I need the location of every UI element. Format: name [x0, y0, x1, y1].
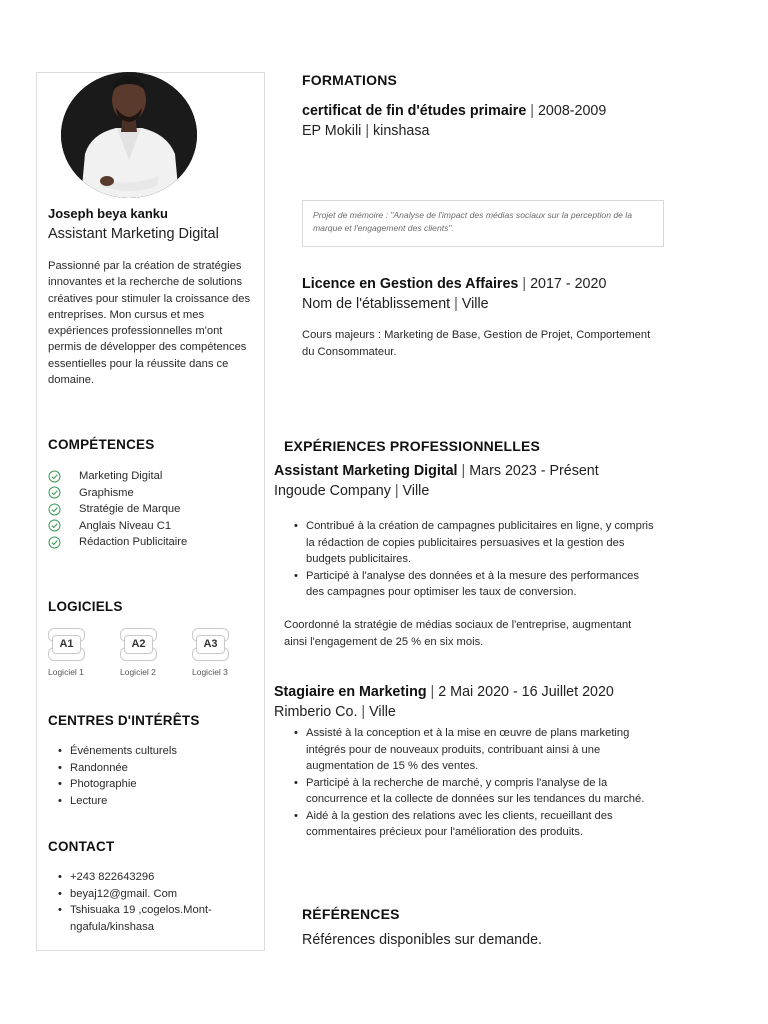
- job-2-bullet: • Participé à la recherche de marché, y compris l'analyse de la concurrence et la collecte de données sur les tendances du marché.: [294, 775, 654, 808]
- software-item: [48, 628, 120, 677]
- job-1-bullet: • Participé à l'analyse des données et à la mesure des performances des campagnes pour optimiser les taux de conversion.: [294, 568, 654, 601]
- profile-photo-illustration: [61, 72, 197, 198]
- references-text: Références disponibles sur demande.: [302, 932, 543, 948]
- skill-label: Rédaction Publicitaire: [79, 536, 188, 549]
- check-circle-icon: [48, 503, 61, 516]
- education-2-header: Licence en Gestion des Affaires | 2017 - 2020: [302, 276, 607, 292]
- software-item: [120, 628, 192, 677]
- skill-label: Stratégie de Marque: [79, 503, 181, 516]
- job-2-city: Ville: [369, 704, 396, 720]
- interest-item: • Lecture: [58, 793, 177, 810]
- candidate-role: Assistant Marketing Digital: [48, 226, 219, 242]
- contact-phone: • +243 822643296: [58, 869, 253, 886]
- job-2-bullet: • Aidé à la gestion des relations avec les clients, recueillant des commentaires précieux pour l'amélioration des produits.: [294, 808, 654, 841]
- job-2-header: Stagiaire en Marketing | 2 Mai 2020 - 16 Juillet 2020: [274, 684, 614, 700]
- skill-item: [48, 468, 187, 485]
- education-2-period: 2017 - 2020: [530, 276, 607, 292]
- check-circle-icon: [48, 470, 61, 483]
- education-1-school: EP Mokili: [302, 123, 362, 139]
- education-1-city: kinshasa: [373, 123, 430, 139]
- check-circle-icon: [48, 486, 61, 499]
- job-1-city: Ville: [402, 483, 430, 499]
- job-1-bullet: • Contribué à la création de campagnes publicitaires en ligne, y compris la rédaction de copies publicitaires persuasives et la gestion des budgets publicitaires.: [294, 518, 654, 568]
- software-label: Logiciel 1: [48, 667, 84, 677]
- software-heading: LOGICIELS: [48, 599, 123, 614]
- skill-item: [48, 501, 187, 518]
- education-2-school: Nom de l'établissement: [302, 296, 451, 312]
- interests-list: [58, 743, 177, 809]
- experience-heading: EXPÉRIENCES PROFESSIONNELLES: [284, 438, 541, 454]
- software-item: [192, 628, 264, 677]
- interest-item: • Photographie: [58, 776, 177, 793]
- skill-label: Anglais Niveau C1: [79, 519, 172, 532]
- interests-heading: CENTRES D'INTÉRÊTS: [48, 713, 200, 728]
- check-circle-icon: [48, 536, 61, 549]
- job-2-period: 2 Mai 2020 - 16 Juillet 2020: [438, 684, 614, 700]
- contact-list: [58, 869, 253, 935]
- job-2-title: Stagiaire en Marketing: [274, 684, 427, 700]
- software-badge: [48, 628, 85, 661]
- job-1-company: Ingoude Company: [274, 483, 391, 499]
- interest-item: • Événements culturels: [58, 743, 177, 760]
- software-list: [48, 628, 264, 677]
- skill-label: Graphisme: [79, 486, 134, 499]
- education-2-city: Ville: [461, 296, 489, 312]
- education-2-degree: Licence en Gestion des Affaires: [302, 276, 519, 292]
- skill-item: [48, 485, 187, 502]
- skills-list: [48, 468, 187, 551]
- software-badge: [192, 628, 229, 661]
- skills-heading: COMPÉTENCES: [48, 437, 155, 452]
- references-heading: RÉFÉRENCES: [302, 906, 400, 922]
- education-1-school-line: EP Mokili | kinshasa: [302, 123, 430, 139]
- education-2-courses: Cours majeurs : Marketing de Base, Gestion de Projet, Comportement du Consommateur.: [302, 329, 651, 358]
- job-2-bullets: [294, 725, 654, 841]
- contact-heading: CONTACT: [48, 839, 115, 854]
- check-circle-icon: [48, 519, 61, 532]
- contact-email[interactable]: • beyaj12@gmail. Com: [58, 886, 253, 903]
- job-2-company: Rimberio Co.: [274, 704, 358, 720]
- job-2-company-line: Rimberio Co. | Ville: [274, 704, 396, 720]
- education-1-degree: certificat de fin d'études primaire: [302, 103, 527, 119]
- education-heading: FORMATIONS: [302, 72, 398, 88]
- candidate-name: Joseph beya kanku: [48, 206, 168, 221]
- skill-item: [48, 518, 187, 535]
- software-code: A3: [196, 635, 225, 654]
- education-1-period: 2008-2009: [537, 103, 607, 119]
- job-1-header: Assistant Marketing Digital | Mars 2023 - Présent: [274, 463, 599, 479]
- software-code: A2: [124, 635, 153, 654]
- software-label: Logiciel 2: [120, 667, 156, 677]
- job-2-bullet: • Assisté à la conception et à la mise en œuvre de plans marketing intégrés pour de nouveaux produits, contribuant ainsi à une augmentation de 15 % des ventes.: [294, 725, 654, 775]
- education-2-school-line: Nom de l'établissement | Ville: [302, 296, 489, 312]
- software-code: A1: [52, 635, 81, 654]
- software-badge: [120, 628, 157, 661]
- job-1-bullets: [294, 518, 654, 601]
- job-1-company-line: Ingoude Company | Ville: [274, 483, 430, 499]
- job-1-period: Mars 2023 - Présent: [469, 463, 599, 479]
- profile-photo: [61, 72, 197, 198]
- job-1-extra: Coordonné la stratégie de médias sociaux de l'entreprise, augmentant ainsi l'engagement de 25 % en six mois.: [284, 619, 632, 648]
- software-label: Logiciel 3: [192, 667, 228, 677]
- job-1-title: Assistant Marketing Digital: [274, 463, 458, 479]
- education-1-header: certificat de fin d'études primaire | 2008-2009: [302, 103, 607, 119]
- candidate-bio: Passionné par la création de stratégies innovantes et la recherche de solutions créatives pour stimuler la croissance des entreprises. Mon cursus et mes expériences professionnelles m'ont permis de développer des compétences essentielles pour la réussite dans ce domaine.: [48, 260, 251, 387]
- thesis-note: Projet de mémoire : "Analyse de l'impact des médias sociaux sur la perception de la marque et l'engagement des clients".: [302, 200, 664, 247]
- skill-label: Marketing Digital: [79, 470, 163, 483]
- interest-item: • Randonnée: [58, 760, 177, 777]
- contact-address: • Tshisuaka 19 ,cogelos.Mont-ngafula/kinshasa: [58, 902, 253, 935]
- skill-item: [48, 534, 187, 551]
